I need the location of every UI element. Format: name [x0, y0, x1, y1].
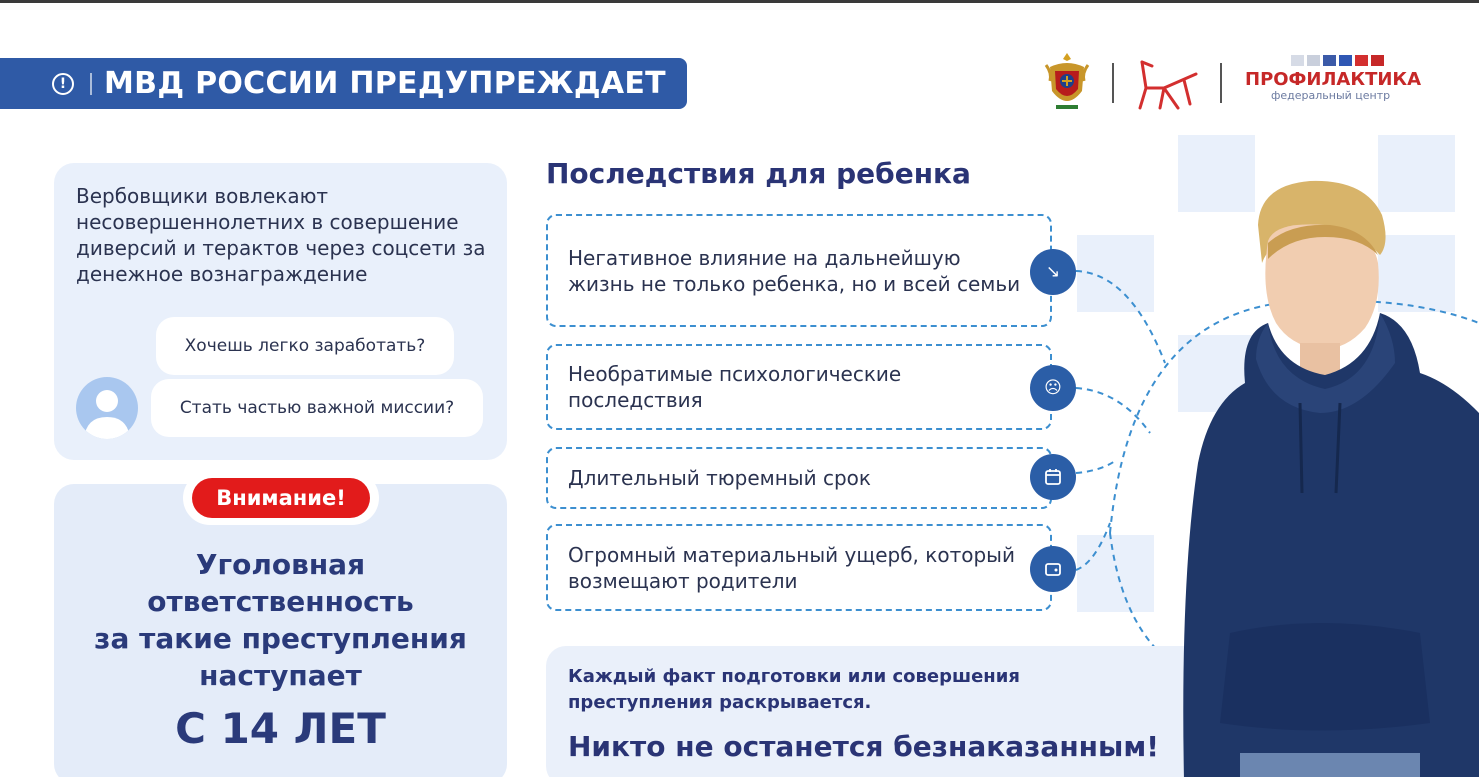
calendar-icon: [1030, 454, 1076, 500]
responsibility-line: за такие преступления: [94, 622, 467, 655]
recruiters-description: Вербовщики вовлекают несовершеннолетних в совершение диверсий и терактов через соцсети за денежное вознаграждение: [76, 184, 486, 286]
note-statement: Каждый факт подготовки или совершения преступления раскрывается.: [568, 666, 1020, 713]
trend-down-icon: ↘: [1030, 249, 1076, 295]
alert-icon: !: [52, 73, 74, 95]
page-title: МВД РОССИИ ПРЕДУПРЕЖДАЕТ: [104, 66, 666, 101]
logo-color-blocks: [1291, 55, 1430, 66]
logo-subtitle: федеральный центр: [1271, 89, 1391, 102]
wallet-icon: [1030, 546, 1076, 592]
consequence-item: [546, 344, 1052, 430]
recruiters-card: [54, 163, 507, 460]
responsibility-line: ответственность: [147, 585, 414, 618]
mvd-emblem-icon: [1044, 51, 1090, 113]
consequences-title: Последствия для ребенка: [546, 157, 971, 190]
logo-divider: [1112, 63, 1114, 103]
note-warning: Никто не останется безнаказанным!: [568, 730, 1159, 763]
responsibility-card: [54, 484, 507, 777]
age-highlight: С 14 ЛЕТ: [175, 704, 386, 753]
consequence-item: [546, 447, 1052, 509]
bottom-note: [546, 646, 1206, 777]
teenager-photo: [1150, 163, 1479, 777]
logo-divider: [1220, 63, 1222, 103]
profilaktika-logo: [1245, 55, 1430, 115]
consequence-text: Длительный тюремный срок: [568, 466, 871, 490]
responsibility-line: Уголовная: [195, 548, 366, 581]
logo-title: ПРОФИЛАКТИКА: [1245, 69, 1422, 90]
person-avatar-icon: [76, 377, 138, 439]
consequence-item: [546, 214, 1052, 327]
responsibility-text: [54, 546, 507, 694]
responsibility-line: наступает: [199, 659, 362, 692]
consequence-text: Негативное влияние на дальнейшую жизнь не только ребенка, но и всей семьи: [568, 245, 1021, 296]
chat-bubble: Хочешь легко заработать?: [156, 317, 454, 375]
header-banner: [0, 58, 687, 109]
consequence-item: [546, 524, 1052, 611]
consequence-text: Огромный материальный ущерб, который возмещают родители: [568, 542, 1015, 593]
attention-badge: Внимание!: [192, 478, 370, 518]
attention-badge-wrapper: [183, 471, 379, 525]
chat-bubble: Стать частью важной миссии?: [151, 379, 483, 437]
chair-logo-icon: [1134, 58, 1200, 110]
consequence-text: Необратимые психологические последствия: [568, 362, 902, 412]
banner-divider: [90, 73, 92, 95]
warning-slide: [0, 3, 1479, 777]
sad-face-icon: ☹: [1030, 365, 1076, 411]
avatar: [76, 377, 138, 439]
